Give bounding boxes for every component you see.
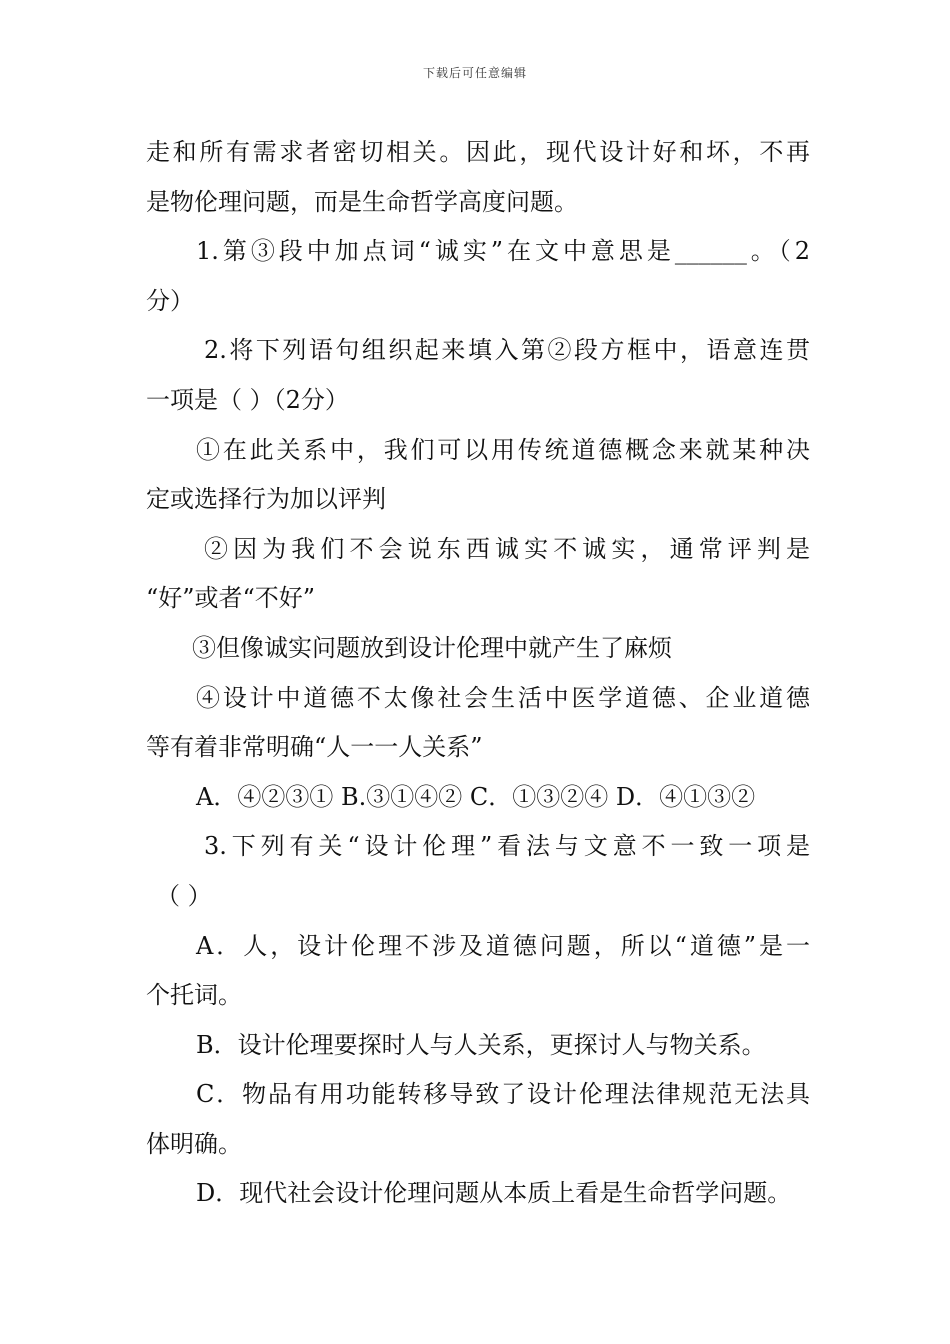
text-line: 定或选择行为加以评判 xyxy=(146,485,386,514)
sentence-option-1: ①在此关系中，我们可以用传统道德概念来就某种决 xyxy=(196,435,810,464)
document-body xyxy=(146,128,810,1219)
text-line: 是物伦理问题，而是生命哲学高度问题。 xyxy=(146,187,578,216)
page-header: 下载后可任意编辑 xyxy=(422,66,527,80)
choice-a-line: A．人，设计伦理不涉及道德问题，所以“道德”是一 xyxy=(196,931,810,960)
question-1-line: 1.第③段中加点词“诚实”在文中意思是______。（2 xyxy=(196,237,810,266)
sentence-option-2: ②因为我们不会说东西诚实不诚实，通常评判是 xyxy=(204,534,810,563)
question-2-line: 2.将下列语句组织起来填入第②段方框中，语意连贯 xyxy=(204,336,810,365)
text-line: 分） xyxy=(146,286,194,315)
question-3-line: 3.下列有关“设计伦理”看法与文意不一致一项是 xyxy=(204,832,810,861)
text-line: 等有着非常明确“人一一人关系” xyxy=(146,733,483,762)
choice-d-line: D．现代社会设计伦理问题从本质上看是生命哲学问题。 xyxy=(196,1179,792,1208)
choice-b-line: B．设计伦理要探时人与人关系，更探讨人与物关系。 xyxy=(196,1030,766,1059)
sentence-option-4: ④设计中道德不太像社会生活中医学道德、企业道德 xyxy=(196,683,810,712)
text-line: 个托词。 xyxy=(146,981,242,1010)
text-line: 体明确。 xyxy=(146,1129,242,1158)
choice-c-line: C．物品有用功能转移导致了设计伦理法律规范无法具 xyxy=(196,1080,810,1109)
text-line: “好”或者“不好” xyxy=(146,584,316,613)
text-line: （ ） xyxy=(156,881,212,910)
text-line: 走和所有需求者密切相关。因此，现代设计好和坏，不再 xyxy=(146,138,810,166)
answer-choices-line: A．④②③① B.③①④② C．①③②④ D．④①③② xyxy=(196,782,756,811)
sentence-option-3: ③但像诚实问题放到设计伦理中就产生了麻烦 xyxy=(192,633,672,662)
text-line: 一项是（ ）（2分） xyxy=(146,385,349,414)
